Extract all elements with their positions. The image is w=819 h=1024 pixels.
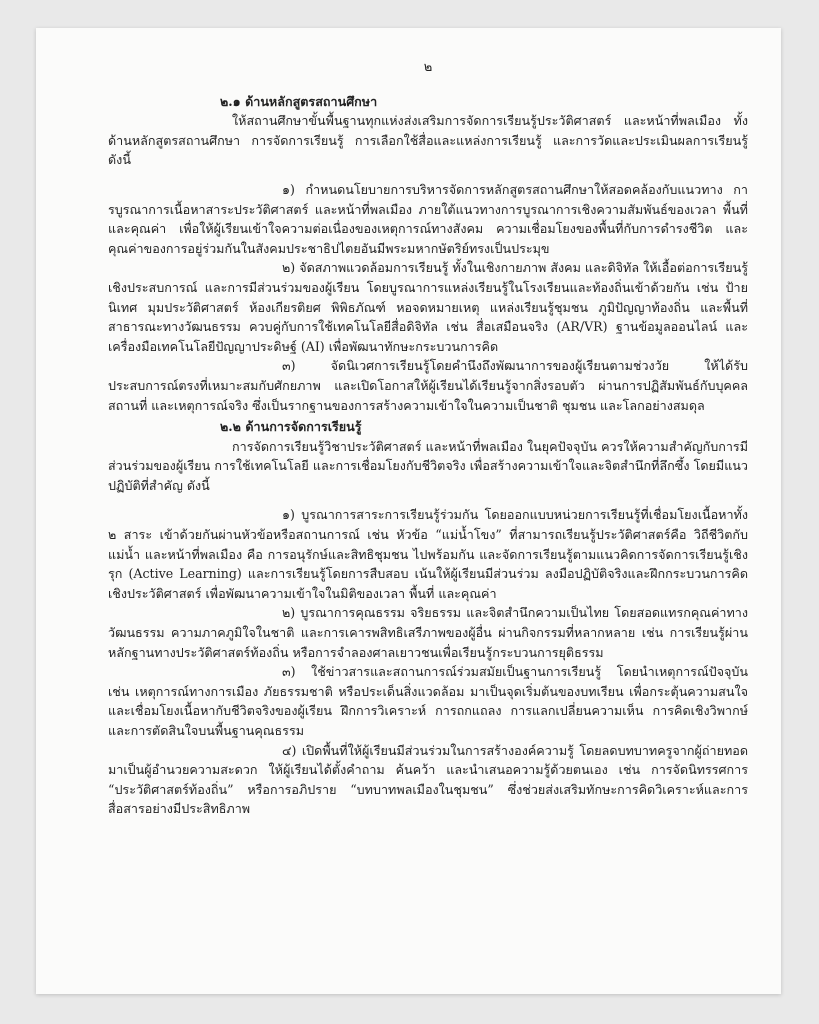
- paragraph-item: ๑) กำหนดนโยบายการบริหารจัดการหลักสูตรสถานศึกษาให้สอดคล้องกับแนวทาง การบูรณาการเนื้อหาสาระประวัติศาสตร์ และหน้าที่พลเมือง ภายใต้แนวทางการบูรณาการเชิงความสัมพันธ์ของเวลา พื้นที่ และคุณค่า เพื่อให้ผู้เรียนเข้าใจความต่อเนื่องของเหตุการณ์ทางสังคม ความเชื่อมโยงของพื้นที่กับการดำรงชีวิต และคุณค่าของการอยู่ร่วมกันในสังคมประชาธิปไตยอันมีพระมหากษัตริย์ทรงเป็นประมุข: [108, 181, 748, 256]
- section-intro-2-1: ให้สถานศึกษาขั้นพื้นฐานทุกแห่งส่งเสริมการจัดการเรียนรู้ประวัติศาสตร์ และหน้าที่พลเมือง ทั้งด้านหลักสูตรสถานศึกษา การจัดการเรียนรู้ การเลือกใช้สื่อและแหล่งการเรียนรู้ และการวัดและประเมินผลการเรียนรู้ ดังนี้: [108, 113, 748, 168]
- paragraph-item: ๔) เปิดพื้นที่ให้ผู้เรียนมีส่วนร่วมในการสร้างองค์ความรู้ โดยลดบทบาทครูจากผู้ถ่ายทอด มาเป็นผู้อำนวยความสะดวก ให้ผู้เรียนได้ตั้งคำถาม ค้นคว้า และนำเสนอความรู้ด้วยตนเอง เช่น การจัดนิทรรศการ “ประวัติศาสตร์ท้องถิ่น” หรือการอภิปราย “บทบาทพลเมืองในชุมชน” ซึ่งช่วยส่งเสริมทักษะการคิดวิเคราะห์และการสื่อสารอย่างมีประสิทธิภาพ: [108, 742, 748, 817]
- document-body: [108, 58, 748, 819]
- page-number: ๒: [423, 60, 433, 75]
- document-page: [36, 28, 781, 994]
- paragraph-item: ๓) จัดนิเวศการเรียนรู้โดยคำนึงถึงพัฒนาการของผู้เรียนตามช่วงวัย ให้ได้รับประสบการณ์ตรงที่เหมาะสมกับศักยภาพ และเปิดโอกาสให้ผู้เรียนได้เรียนรู้จากสิ่งรอบตัว ผ่านการปฏิสัมพันธ์กับบุคคล สถานที่ และเหตุการณ์จริง ซึ่งเป็นรากฐานของการสร้างความเข้าใจในความเป็นชาติ ชุมชน และโลกอย่างสมดุล: [108, 358, 748, 413]
- section-intro-2-2: การจัดการเรียนรู้วิชาประวัติศาสตร์ และหน้าที่พลเมือง ในยุคปัจจุบัน ควรให้ความสำคัญกับการมีส่วนร่วมของผู้เรียน การใช้เทคโนโลยี และการเชื่อมโยงกับชีวิตจริง เพื่อสร้างความเข้าใจและจิตสำนึกที่ลึกซึ้ง โดยมีแนวปฏิบัติที่สำคัญ ดังนี้: [108, 438, 748, 493]
- section-heading-2-1: ๒.๑ ด้านหลักสูตรสถานศึกษา: [220, 93, 378, 109]
- paragraph-item: ๒) จัดสภาพแวดล้อมการเรียนรู้ ทั้งในเชิงกายภาพ สังคม และดิจิทัล ให้เอื้อต่อการเรียนรู้เชิงประสบการณ์ และการมีส่วนร่วมของผู้เรียน โดยบูรณาการแหล่งเรียนรู้ในโรงเรียนและท้องถิ่นเข้าด้วยกัน เช่น ป้ายนิเทศ มุมประวัติศาสตร์ ห้องเกียรติยศ พิพิธภัณฑ์ หอจดหมายเหตุ แหล่งเรียนรู้ชุมชน ภูมิปัญญาท้องถิ่น และพื้นที่สาธารณะทางวัฒนธรรม ควบคู่กับการใช้เทคโนโลยีสื่อดิจิทัล เช่น สื่อเสมือนจริง (AR/VR) ฐานข้อมูลออนไลน์ และเครื่องมือเทคโนโลยีปัญญาประดิษฐ์ (AI) เพื่อพัฒนาทักษะกระบวนการคิด: [108, 260, 748, 354]
- paragraph-item: ๓) ใช้ข่าวสารและสถานการณ์ร่วมสมัยเป็นฐานการเรียนรู้ โดยนำเหตุการณ์ปัจจุบัน เช่น เหตุการณ์ทางการเมือง ภัยธรรมชาติ หรือประเด็นสิ่งแวดล้อม มาเป็นจุดเริ่มต้นของบทเรียน เพื่อกระตุ้นความสนใจและเชื่อมโยงเนื้อหากับชีวิตจริงของผู้เรียน ฝึกการวิเคราะห์ การถกแถลง การแลกเปลี่ยนความเห็น การคิดเชิงวิพากษ์ และการตัดสินใจบนพื้นฐานคุณธรรม: [108, 664, 748, 738]
- paragraph-item: ๒) บูรณาการคุณธรรม จริยธรรม และจิตสำนึกความเป็นไทย โดยสอดแทรกคุณค่าทางวัฒนธรรม ความภาคภูมิใจในชาติ และการเคารพสิทธิเสรีภาพของผู้อื่น ผ่านกิจกรรมที่หลากหลาย เช่น การเรียนรู้ผ่านหลักฐานทางประวัติศาสตร์ท้องถิ่น หรือการจำลองศาลเยาวชนเพื่อเรียนรู้กระบวนการยุติธรรม: [108, 605, 748, 660]
- section-heading-2-2: ๒.๒ ด้านการจัดการเรียนรู้: [220, 419, 362, 435]
- paragraph-item: ๑) บูรณาการสาระการเรียนรู้ร่วมกัน โดยออกแบบหน่วยการเรียนรู้ที่เชื่อมโยงเนื้อหาทั้ง ๒ สาระ เข้าด้วยกันผ่านหัวข้อหรือสถานการณ์ เช่น หัวข้อ “แม่น้ำโขง” ที่สามารถเรียนรู้ประวัติศาสตร์คือ วิถีชีวิตกับแม่น้ำ และหน้าที่พลเมือง คือ การอนุรักษ์และสิทธิชุมชน ไปพร้อมกัน และจัดการเรียนรู้ตามแนวคิดการจัดการเรียนรู้เชิงรุก (Active Learning) และการเรียนรู้โดยการสืบสอบ เน้นให้ผู้เรียนมีส่วนร่วม ลงมือปฏิบัติจริงและฝึกกระบวนการคิดเชิงประวัติศาสตร์ เพื่อพัฒนาความเข้าใจในมิติของเวลา พื้นที่ และคุณค่า: [108, 507, 748, 601]
